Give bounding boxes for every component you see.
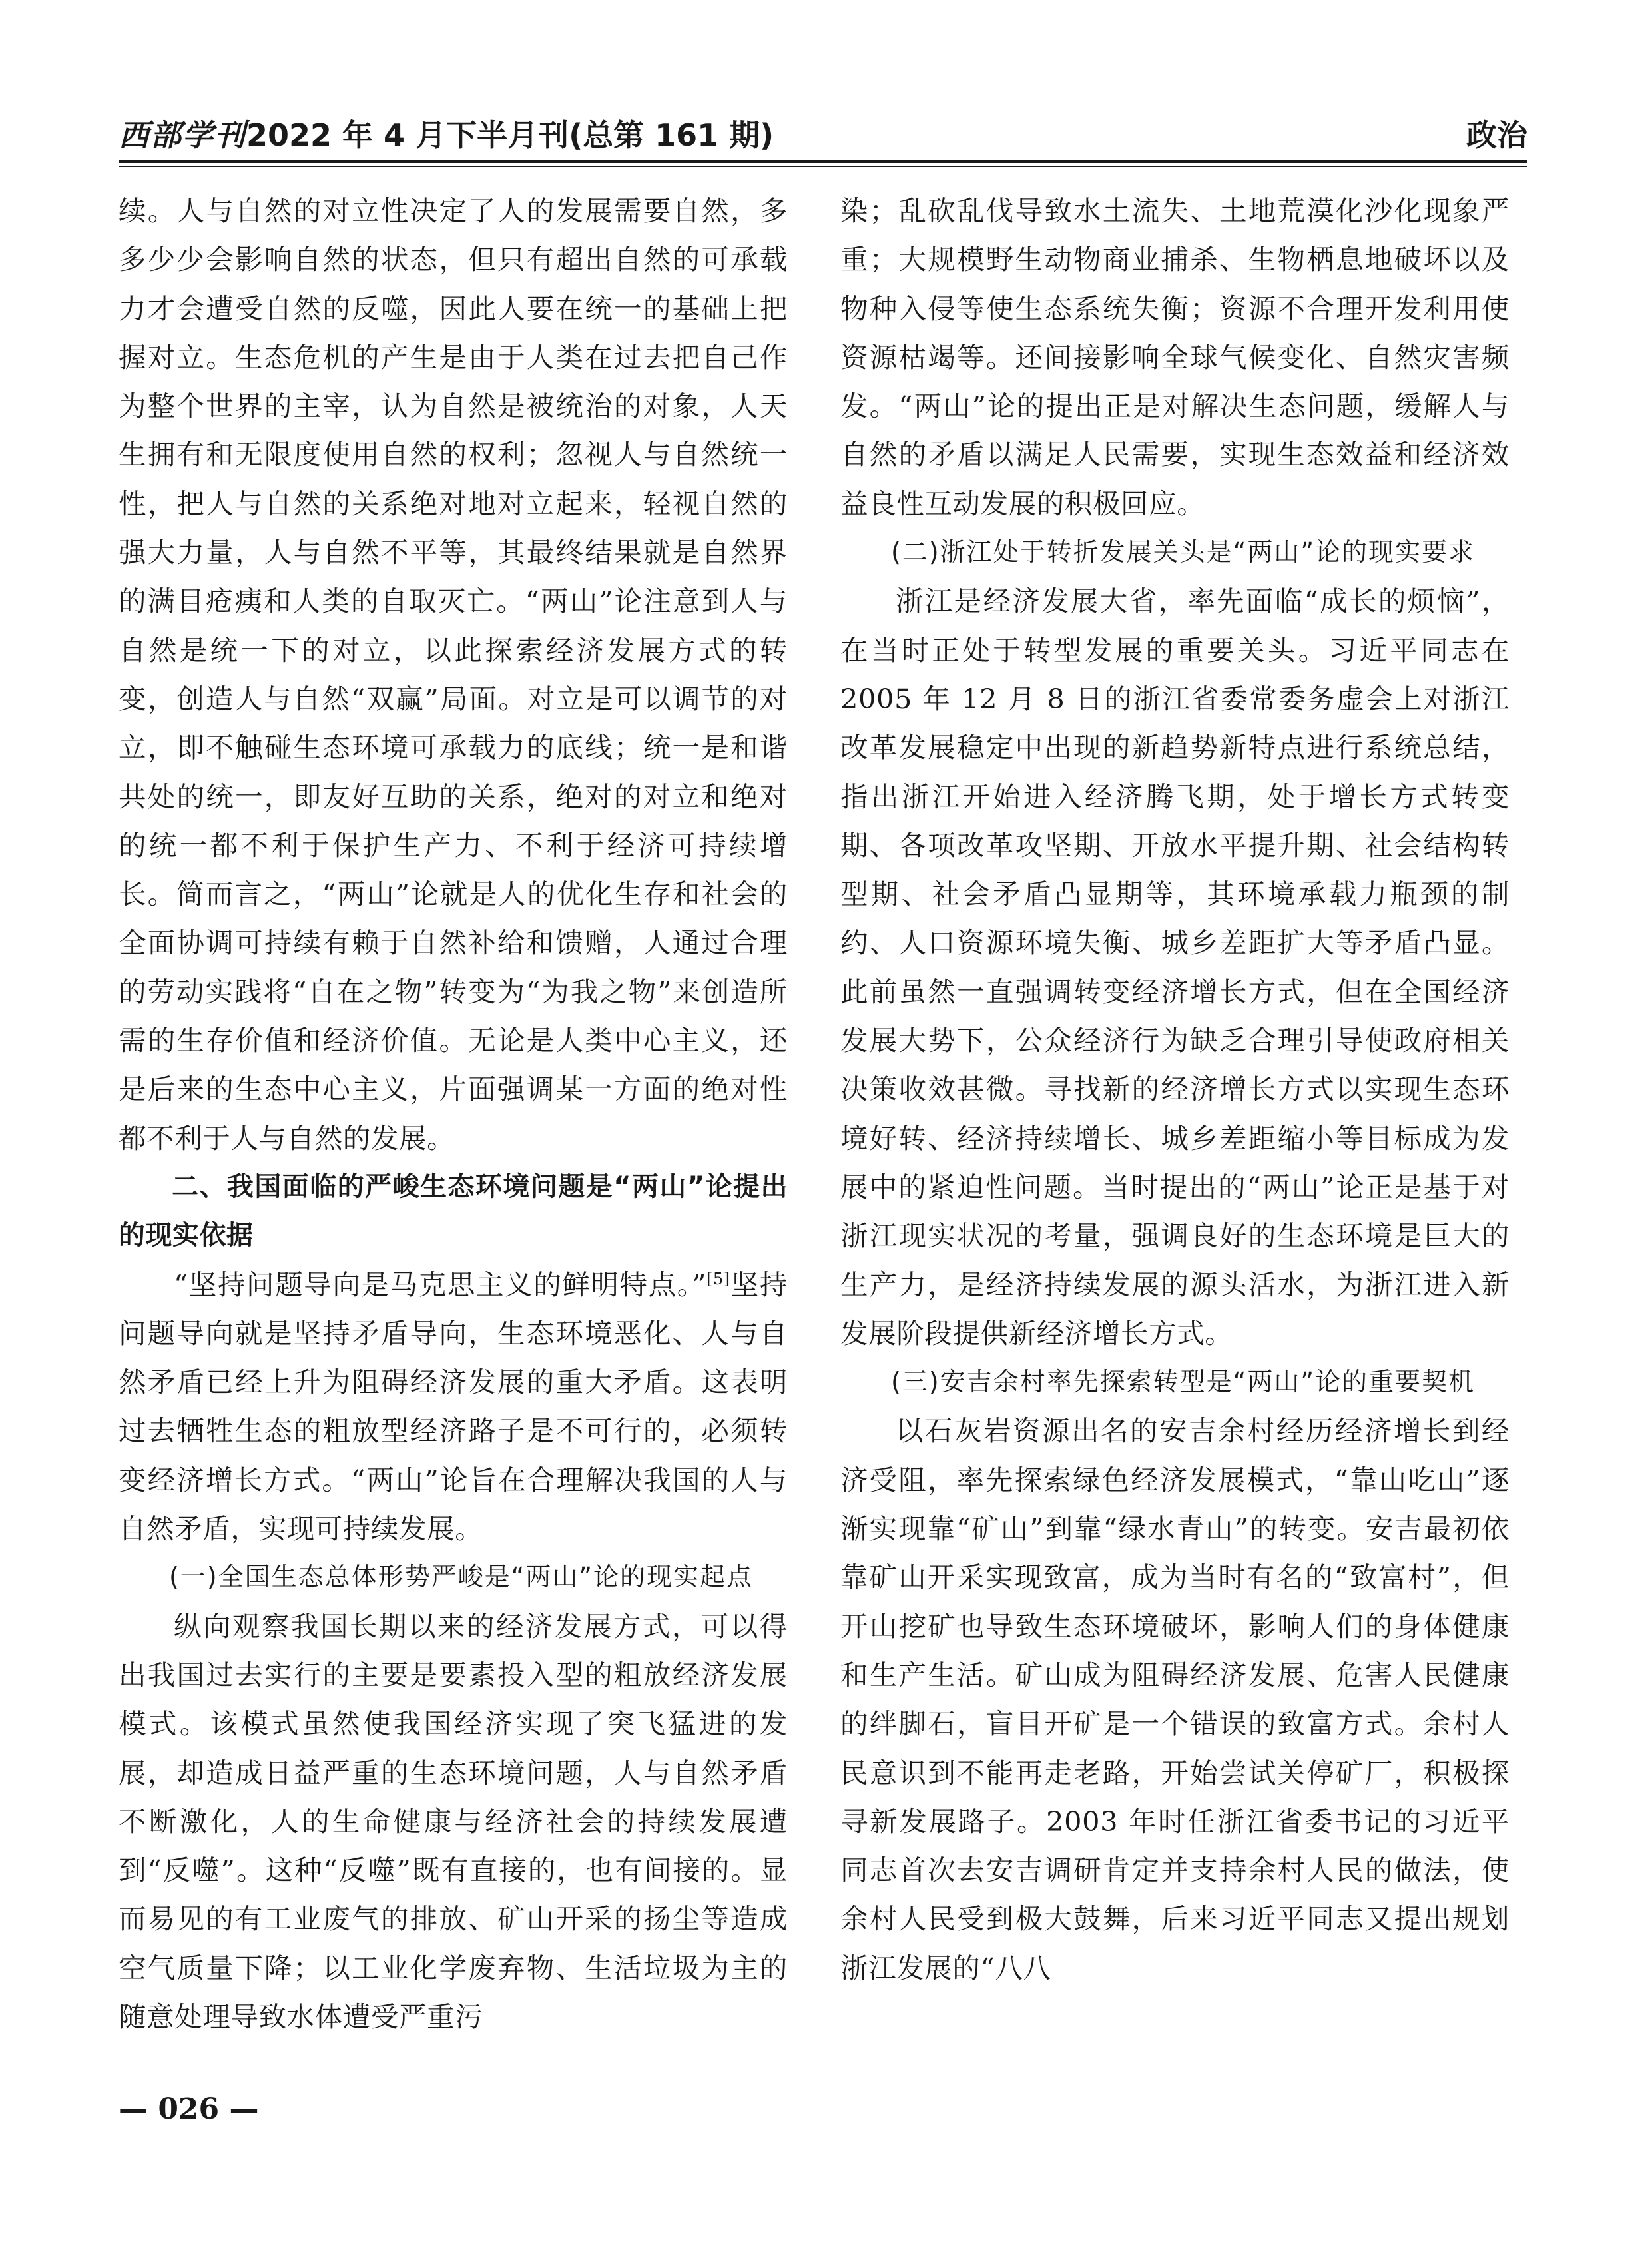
paragraph-right-3: 以石灰岩资源出名的安吉余村经历经济增长到经济受阻，率先探索绿色经济发展模式，“靠山吃山”逐渐实现靠“矿山”到靠“绿水青山”的转变。安吉最初依靠矿山开采实现致富，成为当时有名的“致富村”，但开山挖矿也导致生态环境破坏，影响人们的身体健康和生产生活。矿山成为阻碍经济发展、危害人民健康的绊脚石，盲目开矿是一个错误的致富方式。余村人民意识到不能再走老路，开始尝试关停矿厂，积极探寻新发展路子。2003 年时任浙江省委书记的习近平同志首次去安吉调研肯定并支持余村人民的做法，使余村人民受到极大鼓舞，后来习近平同志又提出规划浙江发展的“八八 [840, 1414, 1510, 1984]
section-name: 政治 [1466, 117, 1527, 153]
paragraph-left-3: 纵向观察我国长期以来的经济发展方式，可以得出我国过去实行的主要是要素投入型的粗放经济发展模式。该模式虽然使我国经济实现了突飞猛进的发展，却造成日益严重的生态环境问题，人与自然矛盾不断激化，人的生命健康与经济社会的持续发展遭到“反噬”。这种“反噬”既有直接的，也有间接的。显而易见的有工业废气的排放、矿山开采的扬尘等造成空气质量下降；以工业化学废弃物、生活垃圾为主的随意处理导致水体遭受严重污 [119, 1609, 788, 2033]
paragraph-left-2 [119, 1261, 788, 1553]
subsection-heading-3: (三)安吉余村率先探索转型是“两山”论的重要契机 [891, 1367, 1476, 1397]
header-rule-thin [119, 166, 1527, 167]
journal-title [119, 112, 774, 158]
citation-ref: [5] [706, 1269, 730, 1288]
section-heading-2: 二、我国面临的严峻生态环境问题是“两山”论提出的现实依据 [119, 1171, 788, 1251]
right-column [840, 186, 1510, 1992]
paragraph-right-1: 染；乱砍乱伐导致水土流失、土地荒漠化沙化现象严重；大规模野生动物商业捕杀、生物栖息地破坏以及物种入侵等使生态系统失衡；资源不合理开发利用使资源枯竭等。还间接影响全球气候变化、自然灾害频发。“两山”论的提出正是对解决生态问题，缓解人与自然的矛盾以满足人民需要，实现生态效益和经济效益良性互动发展的积极回应。 [840, 194, 1510, 520]
running-header [119, 112, 1527, 166]
paragraph-left-1: 续。人与自然的对立性决定了人的发展需要自然，多多少少会影响自然的状态，但只有超出自然的可承载力才会遭受自然的反噬，因此人要在统一的基础上把握对立。生态危机的产生是由于人类在过去把自己作为整个世界的主宰，认为自然是被统治的对象，人天生拥有和无限度使用自然的权利；忽视人与自然统一性，把人与自然的关系绝对地对立起来，轻视自然的强大力量，人与自然不平等，其最终结果就是自然界的满目疮痍和人类的自取灭亡。“两山”论注意到人与自然是统一下的对立，以此探索经济发展方式的转变，创造人与自然“双赢”局面。对立是可以调节的对立，即不触碰生态环境可承载力的底线；统一是和谐共处的统一，即友好互助的关系，绝对的对立和绝对的统一都不利于保护生产力、不利于经济可持续增长。简而言之，“两山”论就是人的优化生存和社会的全面协调可持续有赖于自然补给和馈赠，人通过合理的劳动实践将“自在之物”转变为“为我之物”来创造所需的生存价值和经济价值。无论是人类中心主义，还是后来的生态中心主义，片面强调某一方面的绝对性都不利于人与自然的发展。 [119, 194, 788, 1155]
paragraph-right-2: 浙江是经济发展大省，率先面临“成长的烦恼”，在当时正处于转型发展的重要关头。习近平同志在 2005 年 12 月 8 日的浙江省委常委务虚会上对浙江改革发展稳定中出现的新趋势新特点进行系统总结，指出浙江开始进入经济腾飞期，处于增长方式转变期、各项改革攻坚期、开放水平提升期、社会结构转型期、社会矛盾凸显期等，其环境承载力瓶颈的制约、人口资源环境失衡、城乡差距扩大等矛盾凸显。此前虽然一直强调转变经济增长方式，但在全国经济发展大势下，公众经济行为缺乏合理引导使政府相关决策收效甚微。寻找新的经济增长方式以实现生态环境好转、经济持续增长、城乡差距缩小等目标成为发展中的紧迫性问题。当时提出的“两山”论正是基于对浙江现实状况的考量，强调良好的生态环境是巨大的生产力，是经济持续发展的源头活水，为浙江进入新发展阶段提供新经济增长方式。 [840, 585, 1510, 1350]
subsection-heading-2: (二)浙江处于转折发展关头是“两山”论的现实要求 [891, 537, 1476, 567]
issue-info: 2022 年 4 月下半月刊(总第 161 期) [246, 117, 774, 153]
paragraph-left-2-rest: 坚持问题导向就是坚持矛盾导向，生态环境恶化、人与自然矛盾已经上升为阻碍经济发展的重大矛盾。这表明过去牺牲生态的粗放型经济路子是不可行的，必须转变经济增长方式。“两山”论旨在合理解决我国的人与自然矛盾，实现可持续发展。 [119, 1268, 788, 1545]
header-rule-thick [119, 160, 1527, 163]
journal-logo: 西部学刊 [119, 117, 246, 153]
left-column [119, 186, 788, 2041]
page-number: — 026 — [119, 2092, 259, 2126]
quote-text: “坚持问题导向是马克思主义的鲜明特点。” [174, 1268, 706, 1301]
subsection-heading-1: (一)全国生态总体形势严峻是“两山”论的现实起点 [169, 1562, 754, 1592]
